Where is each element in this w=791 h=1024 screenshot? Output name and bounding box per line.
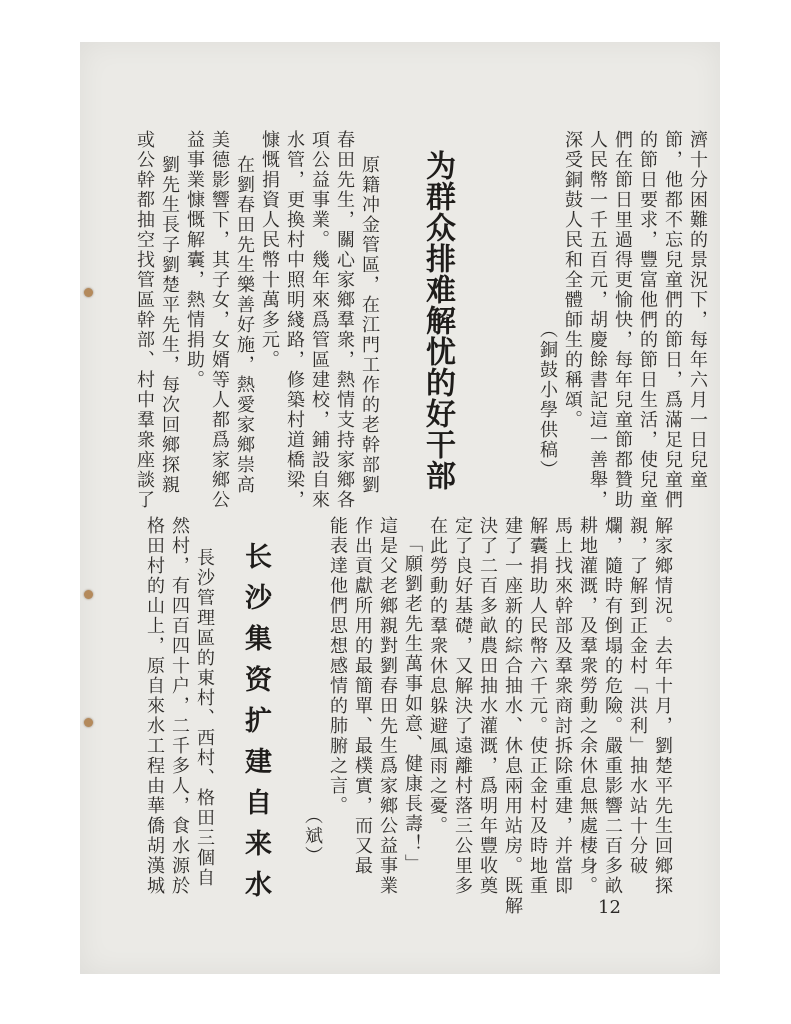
text-line: 慷慨捐資人民幣十萬多元。 bbox=[259, 130, 280, 370]
text-line: 能表達他們思想感情的肺腑之言。 bbox=[327, 516, 348, 816]
article-body bbox=[142, 516, 217, 926]
credit-line: （銅鼓小學供稿） bbox=[537, 320, 558, 480]
prev-article-text bbox=[535, 130, 710, 540]
article-body-continued bbox=[300, 516, 675, 926]
text-line: 親，了解到正金村「洪利」抽水站十分破 bbox=[627, 516, 648, 876]
paper-page bbox=[80, 42, 720, 974]
text-line: 益事業慷慨解囊，熱情捐助。 bbox=[184, 130, 205, 390]
text-line: 格田村的山上，原自來水工程由華僑胡漢城 bbox=[144, 516, 165, 896]
binding-hole bbox=[84, 288, 93, 297]
text-line: 原籍冲金管區，在江門工作的老幹部劉 bbox=[359, 155, 380, 495]
text-line: 或公幹都抽空找管區幹部、村中羣衆座談了 bbox=[134, 130, 155, 510]
binding-hole bbox=[84, 718, 93, 727]
text-line: 人民幣一千五百元，胡慶餘書記這一善舉， bbox=[587, 130, 608, 510]
article-title: 为群众排难解忧的好干部 bbox=[420, 150, 455, 491]
text-line: 劉先生長子劉楚平先生，每次回鄉探親 bbox=[159, 155, 180, 495]
text-line: 建了一座新的綜合抽水、休息兩用站房。既解 bbox=[502, 516, 523, 916]
binding-hole bbox=[84, 590, 93, 599]
text-line: 長沙管理區的東村、西村、格田三個自 bbox=[194, 548, 215, 888]
text-line: 濟十分困難的景況下，每年六月一日兒童 bbox=[687, 130, 708, 490]
text-line: 解家鄉情況。去年十月，劉楚平先生回鄉探 bbox=[652, 516, 673, 896]
text-line: 深受銅鼓人民和全體師生的稱頌。 bbox=[562, 130, 583, 430]
text-line: 在劉春田先生樂善好施，熱愛家鄉崇高 bbox=[234, 155, 255, 495]
text-line: 項公益事業。幾年來爲管區建校，鋪設自來 bbox=[309, 130, 330, 510]
text-line: 美德影響下，其子女，女婿等人都爲家鄉公 bbox=[209, 130, 230, 510]
text-line: 然村，有四百四十户，二千多人，食水源於 bbox=[169, 516, 190, 896]
text-line: 在此勞動的羣衆休息躲避風雨之憂。 bbox=[427, 516, 448, 836]
text-line: 馬上找來幹部及羣衆商討拆除重建，并當即 bbox=[552, 516, 573, 896]
credit-line: （斌） bbox=[302, 806, 323, 866]
text-line: 作出貢獻所用的最簡單、最樸實，而又最 bbox=[352, 516, 373, 876]
text-line: 水管，更換村中照明綫路，修築村道橋梁， bbox=[284, 130, 305, 510]
text-line: 們在節日里過得更愉快，每年兒童節都贊助 bbox=[612, 130, 633, 510]
text-line: 定了良好基礎，又解決了遠離村落三公里多 bbox=[452, 516, 473, 896]
text-line: 「願劉老先生萬事如意、健康長壽！」 bbox=[402, 534, 423, 874]
text-line: 節，他都不忘兒童們的節日，爲滿足兒童們 bbox=[662, 130, 683, 510]
text-line: 這是父老鄉親對劉春田先生爲家鄉公益事業 bbox=[377, 516, 398, 896]
text-line: 解囊捐助人民幣六千元。使正金村及時地重 bbox=[527, 516, 548, 896]
text-line: 的節日要求，豐富他們的節日生活，使兒童 bbox=[637, 130, 658, 510]
text-line: 春田先生，關心家鄉羣衆，熱情支持家鄉各 bbox=[334, 130, 355, 510]
article-body bbox=[132, 130, 382, 540]
text-line: 耕地灌溉，及羣衆勞動之余休息無處棲身。 bbox=[577, 516, 598, 896]
text-line: 爛，隨時有倒塌的危險。嚴重影響二百多畝 bbox=[602, 516, 623, 896]
article-title: 长沙集资扩建自来水 bbox=[240, 542, 271, 911]
page-number: 12 bbox=[598, 897, 621, 918]
text-line: 決了二百多畝農田抽水灌溉，爲明年豐收奠 bbox=[477, 516, 498, 896]
